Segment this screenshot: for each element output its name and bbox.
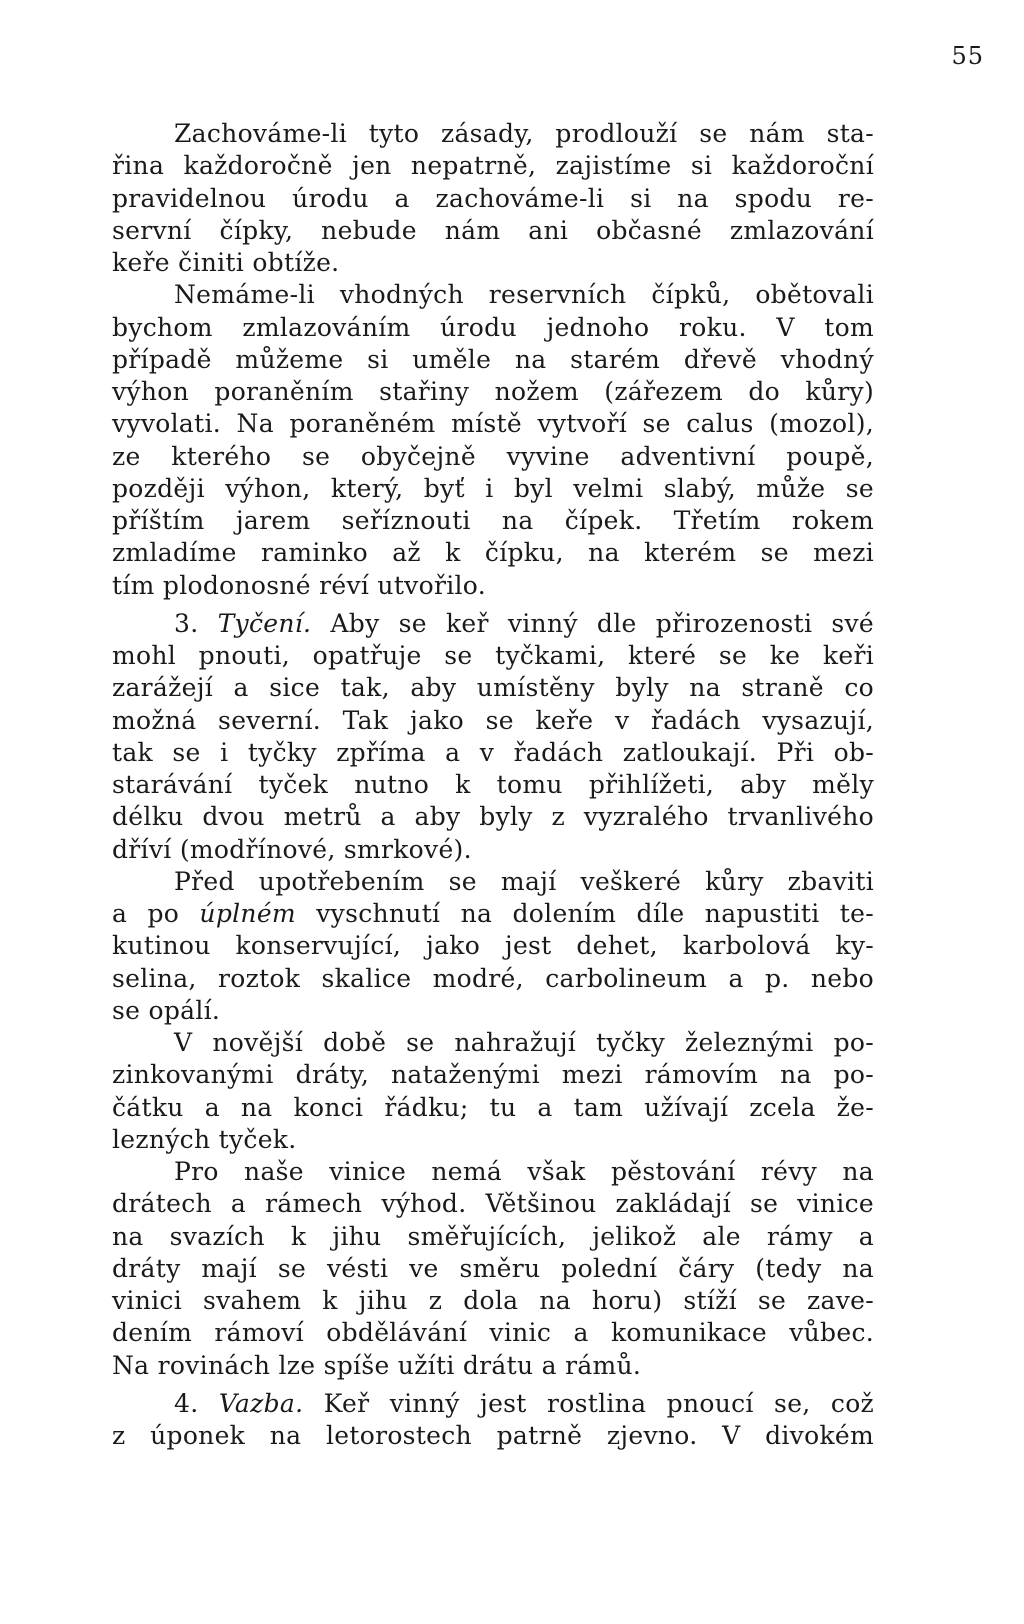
section-title: Vazba. (218, 1388, 304, 1418)
text-line: dráty mají se vésti ve směru polední čáry (tedy na (112, 1253, 874, 1283)
text-line: výhon poraněním stařiny nožem (zářezem do kůry) (112, 377, 874, 406)
text-line: možná severní. Tak jako se keře v řadách vysazují, (112, 705, 874, 735)
text-line: řina každoročně jen nepatrně, zajistíme si každoroční (112, 151, 874, 181)
text-line: z úponek na letorostech patrně zjevno. V divokém (112, 1421, 874, 1450)
text-fragment: vyschnutí na dolením díle napustiti te- (316, 899, 874, 928)
text-line: čátku a na konci řádku; tu a tam užívají zcela že- (112, 1092, 874, 1122)
text-line (112, 898, 874, 930)
text-line: drátech a rámech výhod. Většinou zakládají se vinice (112, 1189, 874, 1219)
section-number: 3. (174, 608, 199, 638)
section-title: Tyčení. (217, 608, 312, 638)
text-line: Pro naše vinice nemá však pěstování révy na (174, 1157, 874, 1186)
text-line: lezných tyček. (112, 1124, 297, 1154)
text-line: servní čípky, nebude nám ani občasné zmlazování (112, 215, 874, 245)
paragraph (112, 866, 874, 1027)
text-line: mohl pnouti, opatřuje se tyčkami, které se ke keři (112, 641, 874, 670)
text-line: V novější době se nahražují tyčky železnými po- (174, 1028, 874, 1057)
text-line: zarážejí a sice tak, aby umístěny byly na straně co (112, 673, 874, 703)
text-line: na svazích k jihu směřujících, jelikož ale rámy a (112, 1221, 874, 1251)
section-vazba (112, 1388, 874, 1453)
text-fragment: a po (112, 899, 180, 928)
text-line: případě můžeme si uměle na starém dřevě vhodný (112, 344, 874, 374)
text-line: tím plodonosné réví utvořilo. (112, 570, 486, 600)
section-first-line-text: Keř vinný jest rostlina pnoucí se, což (323, 1388, 875, 1418)
text-line: kutinou konservující, jako jest dehet, karbolová ky- (112, 931, 874, 961)
paragraph (112, 1156, 874, 1382)
section-tyceni (112, 608, 874, 866)
text-line: délku dvou metrů a aby byly z vyzralého trvanlivého (112, 802, 874, 832)
text-line: vinici svahem k jihu z dola na horu) stíží se zave- (112, 1286, 874, 1315)
section-number: 4. (174, 1388, 199, 1418)
text-line: později výhon, který, byť i byl velmi slabý, může se (112, 473, 874, 503)
section-heading-line (112, 1388, 874, 1420)
text-line: příštím jarem seříznouti na čípek. Třetím rokem (112, 506, 874, 535)
text-line: Zachováme-li tyto zásady, prodlouží se nám sta- (174, 119, 874, 148)
text-line: Na rovinách lze spíše užíti drátu a rámů. (112, 1350, 642, 1380)
text-line: bychom zmlazováním úrodu jednoho roku. V tom (112, 312, 874, 342)
text-line: vyvolati. Na poraněném místě vytvoří se calus (mozol), (112, 409, 874, 439)
emphasis-word: úplném (199, 899, 296, 928)
text-line: zmladíme raminko až k čípku, na kterém se mezi (112, 538, 874, 568)
paragraph (112, 279, 874, 602)
text-line: selina, roztok skalice modré, carbolineum a p. nebo (112, 963, 874, 993)
section-heading-line (112, 608, 874, 640)
text-line: pravidelnou úrodu a zachováme-li si na spodu re- (112, 183, 874, 213)
body-text (112, 118, 874, 1452)
text-line: Nemáme-li vhodných reservních čípků, obětovali (174, 280, 874, 310)
text-line: Před upotřebením se mají veškeré kůry zbaviti (174, 866, 874, 896)
text-line: dříví (modřínové, smrkové). (112, 834, 472, 864)
text-line: se opálí. (112, 995, 221, 1025)
text-line: ze kterého se obyčejně vyvine adventivní poupě, (112, 441, 874, 471)
text-line: tak se i tyčky zpříma a v řadách zatloukají. Při ob- (112, 737, 874, 767)
section-first-line-text: Aby se keř vinný dle přirozenosti své (330, 608, 874, 638)
text-line: zinkovanými dráty, nataženými mezi rámovím na po- (112, 1060, 874, 1090)
text-line: keře činiti obtíže. (112, 248, 340, 277)
text-line: dením rámoví obdělávání vinic a komunikace vůbec. (112, 1318, 874, 1348)
text-line: starávání tyček nutno k tomu přihlížeti, aby měly (112, 770, 874, 799)
paragraph (112, 1027, 874, 1156)
paragraph (112, 118, 874, 279)
page-number: 55 (951, 42, 984, 70)
